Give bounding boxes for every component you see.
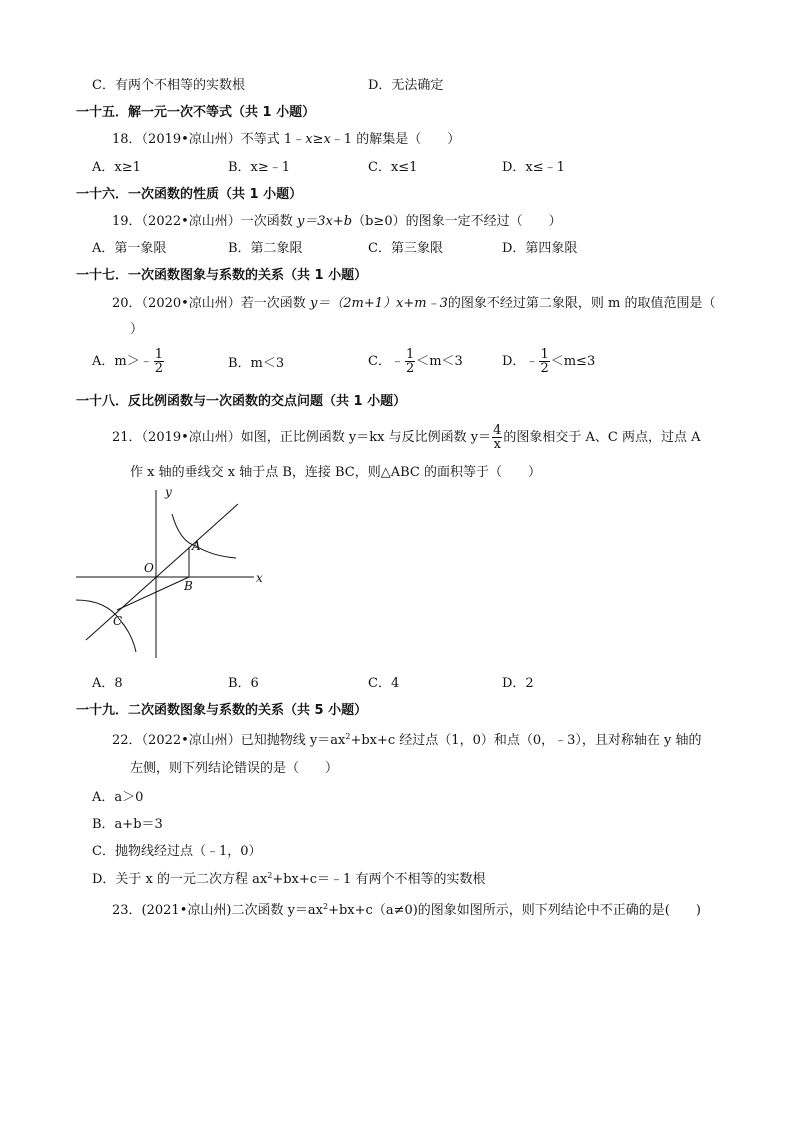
q18-stem (112, 132, 460, 148)
q22-stem (112, 733, 702, 749)
q22-stem-line2: 左侧，则下列结论错误的是（ ） (130, 761, 339, 776)
q21-option-b: B．6 (228, 676, 259, 691)
q23-stem-post: +bx+c（a≠0)的图象如图所示，则下列结论中不正确的是( ) (328, 903, 701, 918)
label-c: C (113, 614, 123, 628)
q18-option-b: B．x≥﹣1 (228, 160, 291, 175)
q20-a-pre: A．m＞﹣ (92, 354, 153, 369)
section-18-title: 一十八．反比例函数与一次函数的交点问题（共 1 小题） (76, 394, 407, 409)
sup-2: 2 (323, 902, 329, 911)
hyperbola-q3 (76, 600, 136, 652)
frac-num: 1 (540, 347, 549, 362)
q22-option-d (92, 872, 485, 888)
q19-option-a: A．第一象限 (92, 241, 167, 256)
q20-eq: y＝（2m+1）x+m﹣3 (309, 296, 448, 311)
frac-num: 1 (154, 347, 163, 362)
frac-den: 2 (540, 361, 549, 376)
q19-option-c: C．第三象限 (368, 241, 443, 256)
q19-cond: （b≥0） (352, 214, 406, 229)
sup-2: 2 (345, 732, 351, 741)
q20-stem-line2: ） (130, 322, 144, 337)
label-b: B (184, 579, 193, 593)
q19-eq: y＝3x+b (296, 214, 353, 229)
q18-x1: x (305, 132, 313, 147)
q21-option-a: A．8 (92, 676, 123, 691)
section-15-title: 一十五．解一元一次不等式（共 1 小题） (76, 105, 316, 120)
q21-figure (72, 482, 272, 662)
q20-c-pre: C．﹣ (368, 354, 404, 369)
q19-stem-pre: 19．（2022•凉山州）一次函数 (112, 214, 297, 229)
q22-option-a: A．a＞0 (92, 790, 144, 805)
proportional-line (86, 504, 238, 640)
q22-option-b: B．a+b＝3 (92, 817, 163, 832)
section-17-title: 一十七．一次函数图象与系数的关系（共 1 小题） (76, 268, 368, 283)
sup-2: 2 (267, 871, 273, 880)
q21-option-c: C．4 (368, 676, 400, 691)
q21-stem (112, 424, 701, 451)
frac-num: 4 (493, 423, 502, 438)
frac-den: x (493, 437, 501, 452)
q23-stem (112, 903, 701, 919)
frac-num: 1 (405, 347, 415, 362)
q20-stem-post: 的图象不经过第二象限，则 m 的取值范围是（ (447, 296, 716, 311)
label-x: x (256, 571, 263, 585)
section-19-title: 一十九．二次函数图象与系数的关系（共 5 小题） (76, 703, 368, 718)
segment-bc (117, 577, 189, 610)
q19-option-b: B．第二象限 (228, 241, 303, 256)
label-a: A (192, 539, 201, 553)
q21-fraction (492, 424, 502, 451)
q17-option-c: C．有两个不相等的实数根 (92, 78, 245, 93)
q20-option-c (368, 348, 463, 375)
q20-option-b: B．m＜3 (228, 356, 285, 371)
q20-option-d (502, 348, 595, 375)
q19-stem (112, 214, 562, 230)
q20-a-fraction (154, 348, 164, 375)
q20-d-fraction (539, 348, 549, 375)
q20-option-a (92, 348, 165, 375)
q20-c-fraction (405, 348, 415, 375)
q18-option-d: D．x≤﹣1 (502, 160, 565, 175)
hyperbola-q1 (172, 514, 236, 558)
q17-option-d: D．无法确定 (368, 78, 444, 93)
q22-stem-pre: 22．（2022•凉山州）已知抛物线 y＝ax (112, 733, 346, 748)
q18-stem-post: ﹣1 的解集是（ ） (330, 132, 461, 147)
q22-option-c: C．抛物线经过点（﹣1，0） (92, 844, 262, 859)
q20-stem-pre: 20．（2020•凉山州）若一次函数 (112, 296, 310, 311)
q21-stem-line2: 作 x 轴的垂线交 x 轴于点 B，连接 BC，则△ABC 的面积等于（ ） (130, 465, 542, 480)
label-o: O (144, 561, 154, 575)
q18-stem-pre: 18．（2019•凉山州）不等式 1﹣ (112, 132, 306, 147)
label-y: y (165, 485, 172, 499)
q18-mid: ≥ (312, 132, 324, 147)
q21-stem-post: 的图象相交于 A、C 两点，过点 A (503, 430, 701, 445)
q18-x2: x (323, 132, 331, 147)
frac-den: 2 (154, 361, 163, 376)
q19-option-d: D．第四象限 (502, 241, 578, 256)
q20-c-post: ＜m＜3 (416, 354, 463, 369)
q20-d-pre: D．﹣ (502, 354, 539, 369)
q21-stem-pre: 21．（2019•凉山州）如图，正比例函数 y＝kx 与反比例函数 y＝ (112, 430, 492, 445)
q22-stem-post: +bx+c 经过点（1，0）和点（0，﹣3），且对称轴在 y 轴的 (350, 733, 702, 748)
section-16-title: 一十六．一次函数的性质（共 1 小题） (76, 187, 303, 202)
q18-option-c: C．x≤1 (368, 160, 418, 175)
q22-d-post: +bx+c＝﹣1 有两个不相等的实数根 (272, 872, 486, 887)
q22-d-pre: D．关于 x 的一元二次方程 ax (92, 872, 268, 887)
q19-stem-post: 的图象一定不经过（ ） (405, 214, 562, 229)
q18-option-a: A．x≥1 (92, 160, 141, 175)
q21-option-d: D．2 (502, 676, 534, 691)
frac-den: 2 (405, 361, 415, 376)
q20-d-post: ＜m≤3 (550, 354, 596, 369)
q20-stem (112, 296, 715, 312)
q23-stem-pre: 23．(2021•凉山州)二次函数 y＝ax (112, 903, 323, 918)
